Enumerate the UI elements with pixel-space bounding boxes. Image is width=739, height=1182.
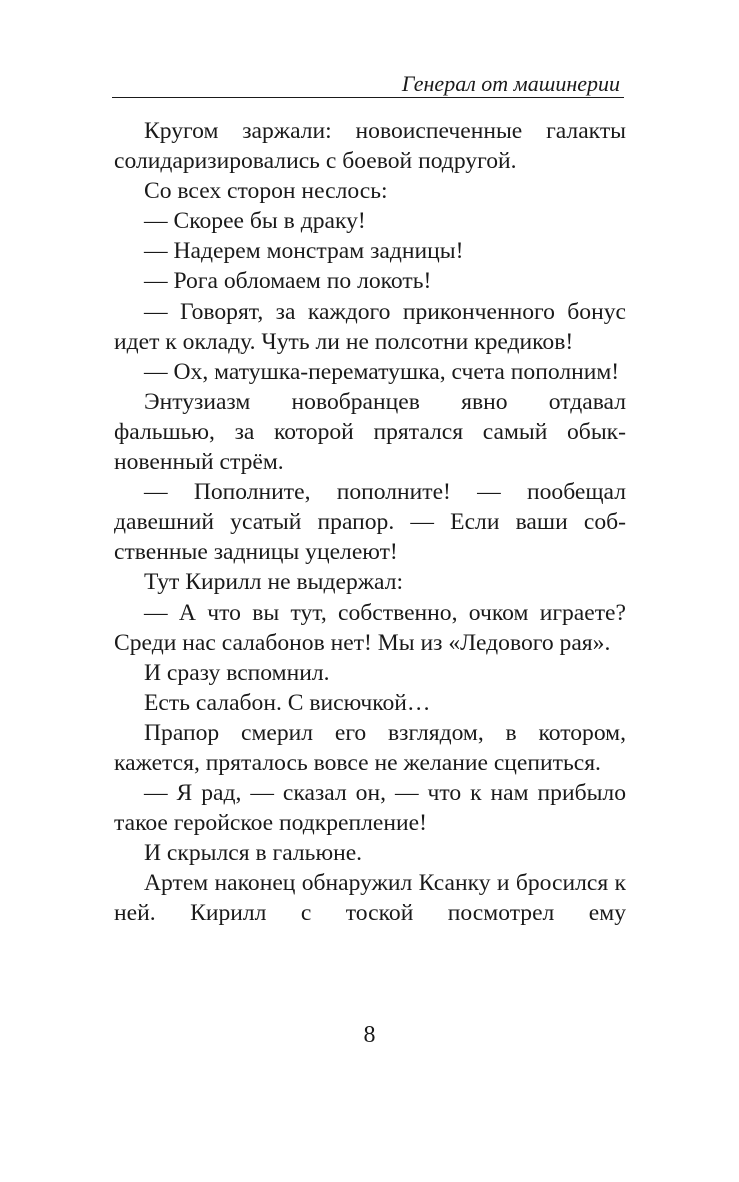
paragraph: Артем наконец обнаружил Ксанку и бросился к ней. Кирилл с тоской посмотрел ему: [114, 870, 626, 927]
paragraph: И скрылся в гальюне.: [144, 840, 363, 867]
paragraph: — Ох, матушка-перематушка, счета пополним!: [144, 358, 620, 385]
running-head: [112, 70, 624, 98]
paragraph: — Скорее бы в драку!: [144, 208, 366, 235]
paragraph: — Рога обломаем по локоть!: [144, 268, 432, 295]
body-text: [114, 116, 626, 929]
paragraph: — Пополните, пополните! — пообещал давешний усатый прапор. — Если ваши собственные задницы уцелеют!: [114, 479, 626, 566]
paragraph: — Я рад, — сказал он, — что к нам прибыло такое геройское подкрепление!: [114, 780, 626, 837]
paragraph: Тут Кирилл не выдержал:: [144, 569, 404, 596]
paragraph: — А что вы тут, собственно, очком играете? Среди нас салабонов нет! Мы из «Ледового рая».: [114, 599, 626, 656]
paragraph: Есть салабон. С висючкой…: [144, 689, 431, 716]
paragraph: Со всех сторон неслось:: [144, 178, 388, 205]
page-number: 8: [363, 1022, 376, 1048]
paragraph: — Надерем монстрам задницы!: [144, 238, 464, 265]
paragraph: Кругом заржали: новоиспеченные галакты солидаризировались с боевой подругой.: [114, 118, 626, 175]
paragraph: — Говорят, за каждого приконченного бонус идет к окладу. Чуть ли не полсотни кредиков!: [114, 298, 626, 355]
paragraph: Энтузиазм новобранцев явно отдавал фальшью, за которой прятался самый обыкновенный стрём.: [114, 388, 626, 476]
paragraph: Прапор смерил его взглядом, в котором, кажется, пряталось вовсе не желание сцепиться.: [114, 719, 626, 776]
running-head-title: Генерал от машинерии: [401, 71, 620, 96]
paragraph: И сразу вспомнил.: [144, 659, 330, 686]
